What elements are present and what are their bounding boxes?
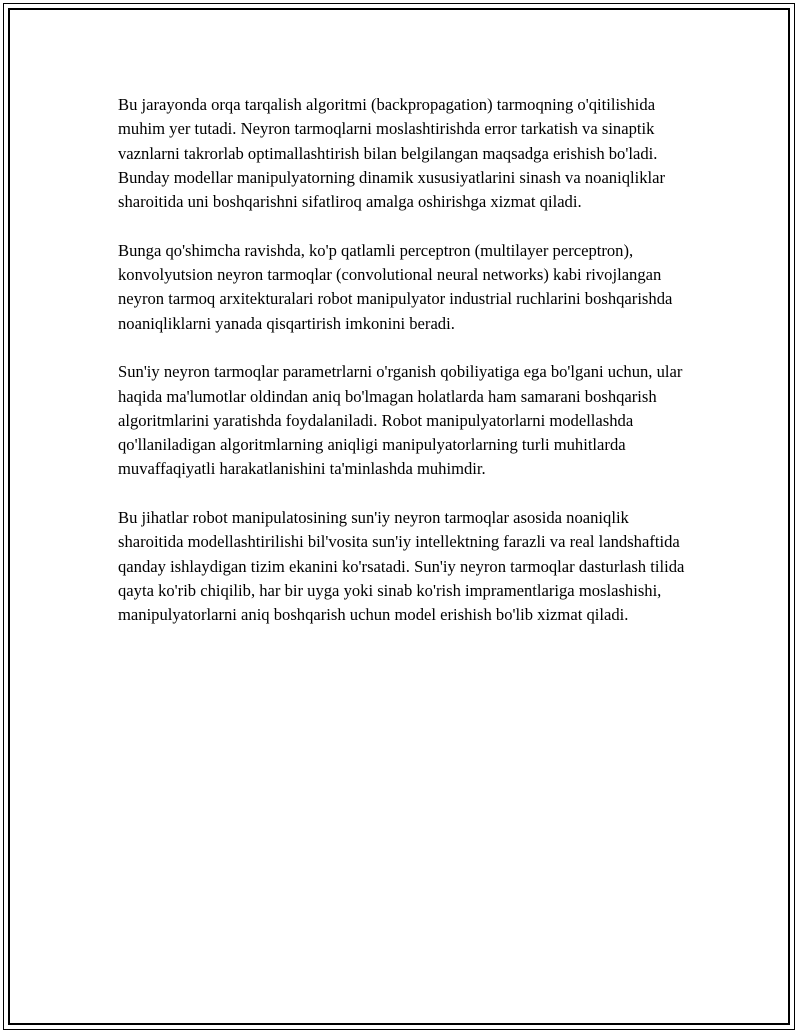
- paragraph-4: Bu jihatlar robot manipulatosining sun'iy neyron tarmoqlar asosida noaniqlik sharoitida modellashtirilishi bil'vosita sun'iy intellektning farazli va real landshaftida qanday ishlaydigan tizim ekanini ko'rsatadi. Sun'iy neyron tarmoqlar dasturlash tilida qayta ko'rib chiqilib, har bir uyga yoki sinab ko'rish impramentlariga moslashishi, manipulyatorlarni aniq boshqarish uchun model erishish bo'lib xizmat qiladi.: [118, 508, 685, 625]
- paragraph-3: Sun'iy neyron tarmoqlar parametrlarni o'rganish qobiliyatiga ega bo'lgani uchun, ular haqida ma'lumotlar oldindan aniq bo'lmagan holatlarda ham samarani boshqarish algoritmlarini yaratishda foydalaniladi. Robot manipulyatorlarni modellashda qo'llaniladigan algoritmlarning aniqligi manipulyatorlarning turli muhitlarda muvaffaqiyatli harakatlanishini ta'minlashda muhimdir.: [118, 362, 683, 479]
- document-body: [118, 93, 698, 652]
- paragraph-1: Bu jarayonda orqa tarqalish algoritmi (backpropagation) tarmoqning o'qitilishida muhim yer tutadi. Neyron tarmoqlarni moslashtirishda error tarkatish va sinaptik vaznlarni takrorlab optimallashtirish bilan belgilangan maqsadga erishish bo'ladi. Bunday modellar manipulyatorning dinamik xususiyatlarini sinash va noaniqliklar sharoitida uni boshqarishni sifatliroq amalga oshirishga xizmat qiladi.: [118, 95, 666, 212]
- paragraph-2: Bunga qo'shimcha ravishda, ko'p qatlamli perceptron (multilayer perceptron), konvolyutsion neyron tarmoqlar (convolutional neural networks) kabi rivojlangan neyron tarmoq arxitekturalari robot manipulyator industrial ruchlarini boshqarishda noaniqliklarni yanada qisqartirish imkonini beradi.: [118, 240, 673, 333]
